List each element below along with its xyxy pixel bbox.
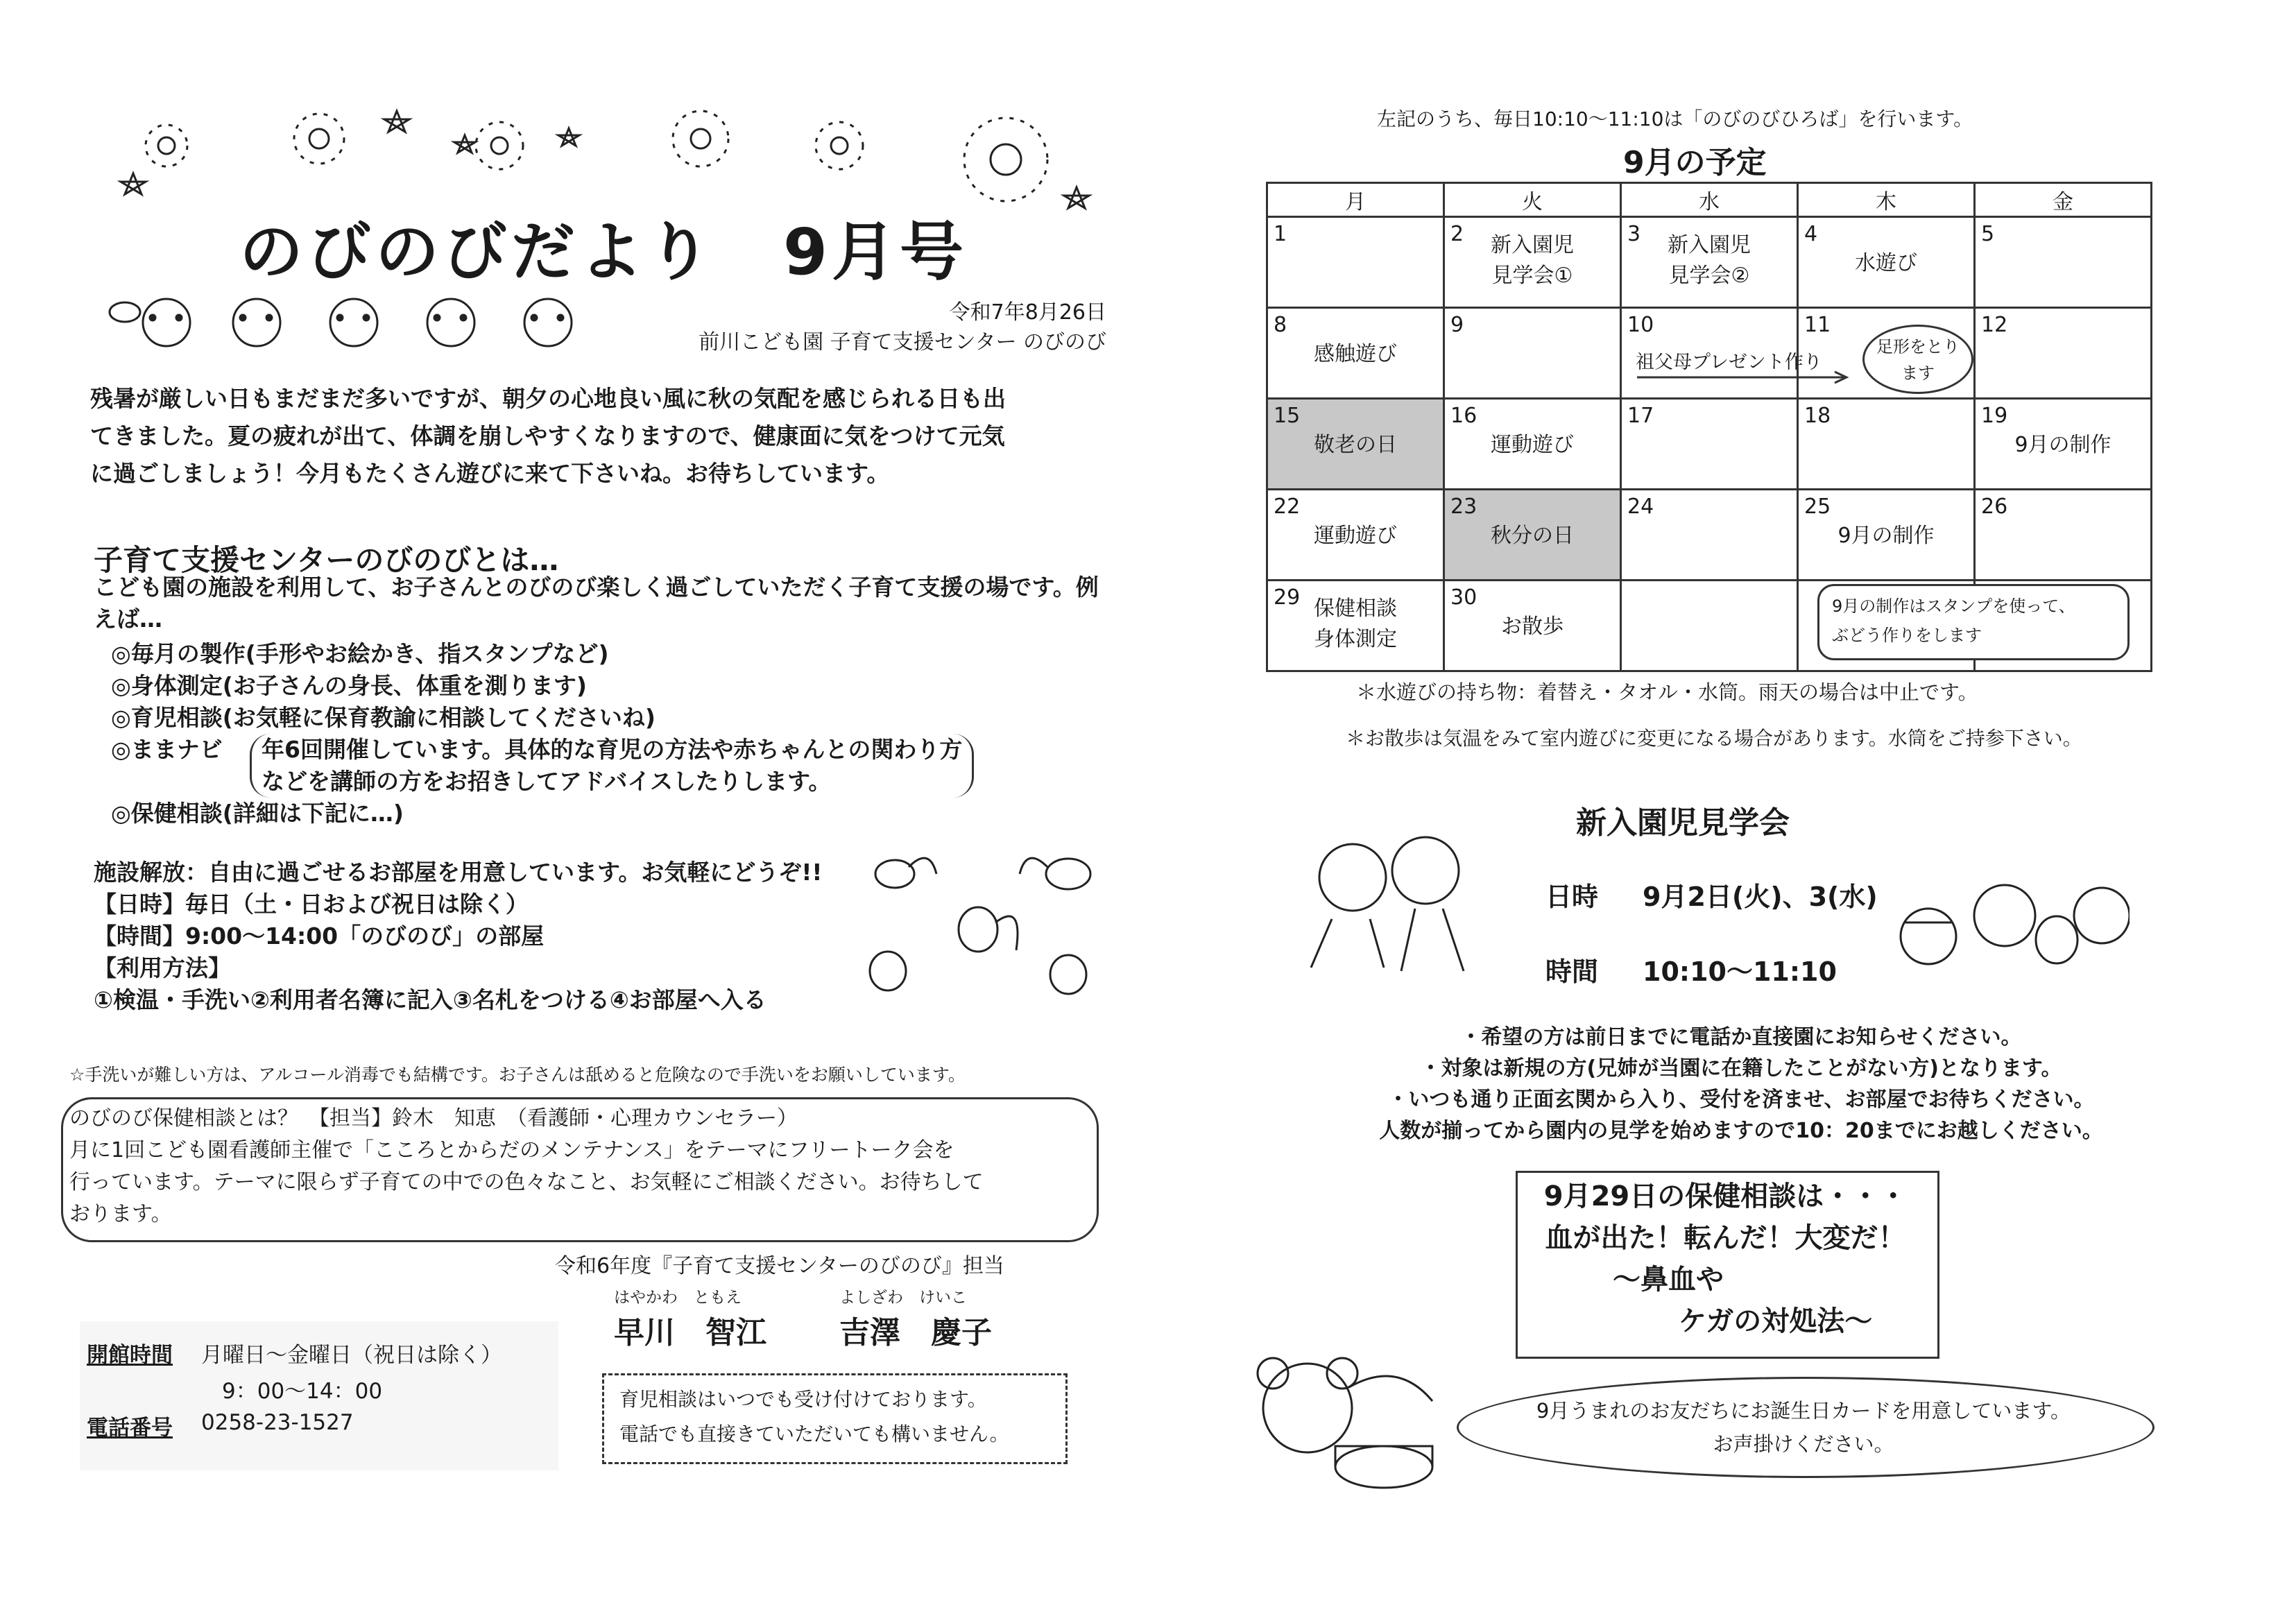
- day-number: 22: [1274, 495, 1301, 519]
- day-number: 11: [1804, 313, 1831, 337]
- staff-heading: 令和6年度『子育て支援センターのびのび』担当: [555, 1254, 1004, 1278]
- day-number: 29: [1274, 585, 1301, 610]
- calendar-day: [1267, 490, 1444, 581]
- animals-illustration: [104, 284, 631, 361]
- day-number: 25: [1804, 495, 1831, 519]
- squirrels-illustration: [860, 839, 1124, 1013]
- calendar-title: 9月の予定: [1623, 145, 1767, 180]
- day-event: 保健相談 身体測定: [1314, 596, 1397, 651]
- arrow-icon: [1637, 370, 1859, 384]
- water-play-note: ＊水遊びの持ち物：着替え・タオル・水筒。雨天の場合は中止です。: [1356, 680, 1978, 704]
- day-event: 新入園児 見学会①: [1491, 233, 1574, 288]
- day-event: 9月の制作: [2014, 433, 2111, 457]
- day-number: 1: [1274, 222, 1287, 246]
- calendar-day: [1975, 217, 2152, 308]
- day-number: 16: [1450, 404, 1477, 428]
- visit-time: 10:10～11:10: [1643, 956, 1837, 987]
- day-event: 新入園児 見学会②: [1668, 233, 1751, 288]
- calendar-day: [1444, 308, 1621, 399]
- list-item: ◎育児相談(お気軽に保育教諭に相談してくださいね): [111, 704, 656, 731]
- health-consult-text: のびのび保健相談とは？ 【担当】鈴木 知恵 （看護師・心理カウンセラー） 月に1回こども園看護師主催で「こころとからだのメンテナンス」をテーマにフリートーク会を 行っています。テーマに限らず子育ての中での色々なこと、お気軽にご相談ください。お待ちして おります。: [69, 1106, 984, 1226]
- day-event: 秋分の日: [1491, 524, 1574, 548]
- day-number: 15: [1274, 404, 1301, 428]
- day-number: 4: [1804, 222, 1818, 246]
- day-number: 5: [1981, 222, 1995, 246]
- day-number: 19: [1981, 404, 2008, 428]
- calendar-day: [1798, 490, 1975, 581]
- tel-value: 0258-23-1527: [201, 1410, 354, 1435]
- kids-illustration: [1304, 829, 1484, 981]
- calendar-day: [1267, 308, 1444, 399]
- calendar-day: [1798, 217, 1975, 308]
- calendar-day: [1444, 490, 1621, 581]
- day-event: 運動遊び: [1314, 524, 1397, 548]
- handwash-note: ☆手洗いが難しい方は、アルコール消毒でも結構です。お子さんは舐めると危険なので手洗いをお願いしています。: [69, 1065, 966, 1085]
- calendar-day: [1444, 399, 1621, 490]
- issue-date: 令和7年8月26日: [949, 300, 1106, 325]
- calendar-day: [1267, 217, 1444, 308]
- list-item: ◎身体測定(お子さんの身長、体重を測ります): [111, 672, 587, 699]
- squirrel-acorn-illustration: [1894, 867, 2130, 985]
- day-event: 水遊び: [1855, 251, 1917, 275]
- day-event: お散歩: [1501, 615, 1563, 639]
- calendar-day: [1621, 399, 1798, 490]
- day-number: 30: [1450, 585, 1477, 610]
- list-item: 人数が揃ってから園内の見学を始めますので10：20までにお越しください。: [1379, 1119, 2103, 1143]
- calendar-day: [1621, 490, 1798, 581]
- calendar-day: [1267, 581, 1444, 671]
- calendar-day: [1621, 581, 1798, 671]
- intro-text: 残暑が厳しい日もまだまだ多いですが、朝夕の心地良い風に秋の気配を感じられる日も出 てきました。夏の疲れが出て、体調を崩しやすくなりますので、健康面に気をつけて元気 に過ごしましょう！今月もたくさん遊びに来て下さいね。お待ちしています。: [90, 385, 1006, 487]
- organization-name: 前川こども園 子育て支援センター のびのび: [699, 330, 1106, 354]
- day-number: 17: [1627, 404, 1654, 428]
- visit-title: 新入園児見学会: [1576, 805, 1790, 841]
- staff-kana-2: よしざわ けいこ: [839, 1289, 967, 1307]
- top-note: 左記のうち、毎日10:10～11:10は「のびのびひろば」を行います。: [1377, 108, 1973, 130]
- day-number: 10: [1627, 313, 1654, 337]
- visit-date-label: 日時: [1545, 882, 1599, 912]
- walk-note: ＊お散歩は気温をみて室内遊びに変更になる場合があります。水筒をご持参下さい。: [1346, 727, 2082, 750]
- about-text: こども園の施設を利用して、お子さんとのびのび楽しく過ごしていただく子育て支援の場です。例 えば…: [94, 574, 1099, 633]
- calendar-day: [1975, 490, 2152, 581]
- footprint-bubble: 足形をとり ます: [1862, 325, 1973, 394]
- day-event: 感触遊び: [1314, 342, 1397, 366]
- day-number: 26: [1981, 495, 2008, 519]
- day-number: 3: [1627, 222, 1641, 246]
- weekday-header: 火: [1444, 183, 1621, 217]
- weekday-header: 木: [1798, 183, 1975, 217]
- weekday-header: 月: [1267, 183, 1444, 217]
- calendar-day: [1444, 217, 1621, 308]
- visit-time-label: 時間: [1545, 956, 1599, 987]
- calendar-day: [1975, 399, 2152, 490]
- visit-date: 9月2日(火)、3(水): [1643, 882, 1878, 912]
- mamanavi-detail: 年6回開催しています。具体的な育児の方法や赤ちゃんとの関わり方 などを講師の方をお招きしてアドバイスしたりします。: [250, 734, 974, 798]
- hours-value: 月曜日～金曜日（祝日は除く）: [201, 1343, 502, 1368]
- day-event: 敬老の日: [1314, 433, 1397, 457]
- list-item: ・希望の方は前日までに電話か直接園にお知らせください。: [1460, 1025, 2022, 1049]
- stamp-note: 9月の制作はスタンプを使って、 ぶどう作りをします: [1817, 584, 2130, 660]
- day-number: 8: [1274, 313, 1287, 337]
- weekday-header: 金: [1975, 183, 2152, 217]
- about-heading: 子育て支援センターのびのびとは…: [94, 543, 559, 577]
- calendar-week: [1267, 490, 2152, 581]
- newsletter-title: のびのびだより 9月号: [239, 215, 968, 289]
- calendar-week: [1267, 217, 2152, 308]
- day-number: 18: [1804, 404, 1831, 428]
- staff-name-2: 吉澤 慶子: [839, 1315, 992, 1350]
- day-number: 24: [1627, 495, 1654, 519]
- day-number: 23: [1450, 495, 1477, 519]
- calendar-week: [1267, 399, 2152, 490]
- day-number: 12: [1981, 313, 2008, 337]
- health-topic-text: 9月29日の保健相談は・・・ 血が出た！転んだ！大変だ！ ～鼻血や ケガの対処法～: [1543, 1180, 1908, 1337]
- tel-label: 電話番号: [87, 1416, 173, 1441]
- facility-info: 施設解放：自由に過ごせるお部屋を用意しています。お気軽にどうぞ!! 【日時】毎日（土・日および祝日は除く） 【時間】9:00～14:00「のびのび」の部屋 【利用方法】 ①検温・手洗い②利用者名簿に記入③名札をつける④お部屋へ入る: [94, 859, 823, 1013]
- day-event: 運動遊び: [1491, 433, 1574, 457]
- calendar-day: [1621, 217, 1798, 308]
- staff-kana-1: はやかわ ともえ: [614, 1289, 742, 1307]
- hours-label: 開館時間: [87, 1343, 173, 1368]
- weekday-header: 水: [1621, 183, 1798, 217]
- day-number: 9: [1450, 313, 1464, 337]
- present-event: 祖父母プレゼント作り: [1636, 352, 1822, 373]
- consult-text: 育児相談はいつでも受け付けております。 電話でも直接きていただいても構いません。: [619, 1388, 1009, 1445]
- calendar-day: [1798, 399, 1975, 490]
- day-number: 2: [1450, 222, 1464, 246]
- birthday-text: 9月うまれのお友だちにお誕生日カードを用意しています。 お声掛けください。: [1536, 1399, 2071, 1456]
- visit-notes: [1349, 1022, 2133, 1147]
- list-item: ◎毎月の製作(手形やお絵かき、指スタンプなど): [111, 640, 609, 667]
- list-item: ◎ままナビ: [111, 736, 223, 763]
- day-event: 9月の制作: [1837, 524, 1935, 548]
- list-item: ・対象は新規の方(兄姉が当園に在籍したことがない方)となります。: [1420, 1056, 2062, 1081]
- calendar-day: [1444, 581, 1621, 671]
- list-item: ◎保健相談(詳細は下記に…): [111, 800, 404, 827]
- calendar-day: [1267, 399, 1444, 490]
- bear-cake-illustration: [1245, 1346, 1446, 1498]
- staff-name-1: 早川 智江: [614, 1315, 766, 1350]
- calendar-day: [1975, 308, 2152, 399]
- hours-time: 9：00～14：00: [222, 1379, 383, 1404]
- list-item: ・いつも通り正面玄関から入り、受付を済ませ、お部屋でお待ちください。: [1387, 1088, 2095, 1112]
